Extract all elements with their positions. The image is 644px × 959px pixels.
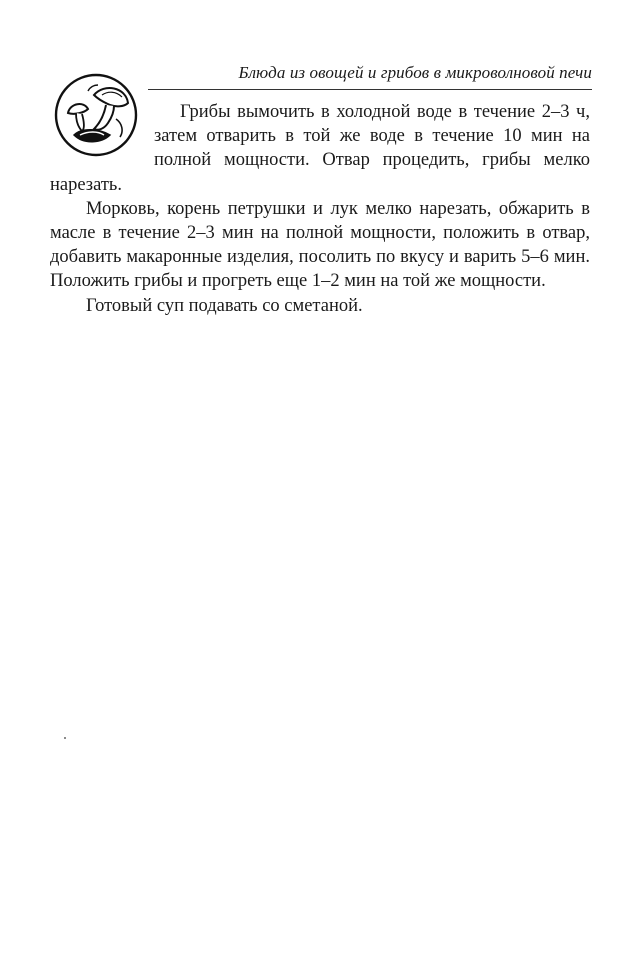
paragraph-3: Готовый суп подавать со сметаной. bbox=[86, 295, 363, 316]
paragraph-2: Морковь, корень петрушки и лук мелко нарезать, обжарить в масле в течение 2–3 мин на полной мощности, положить в отвар, добавить макаронные изделия, посолить по вкусу и варить 5–6 мин. Положить грибы и прогреть еще 1–2 мин на той же мощности. bbox=[50, 198, 590, 292]
print-speck bbox=[64, 737, 66, 739]
paragraph-1-text: Грибы вымочить в холодной воде в течение 2–3 ч, затем отварить в той же воде в течение 10 мин на полной мощности. Отвар процедить, грибы мелко нарезать. bbox=[50, 102, 590, 195]
running-header: Блюда из овощей и грибов в микроволновой печи bbox=[238, 63, 592, 82]
recipe-text bbox=[50, 100, 590, 318]
emblem-wrap-space bbox=[50, 100, 154, 172]
header-rule bbox=[148, 89, 592, 90]
